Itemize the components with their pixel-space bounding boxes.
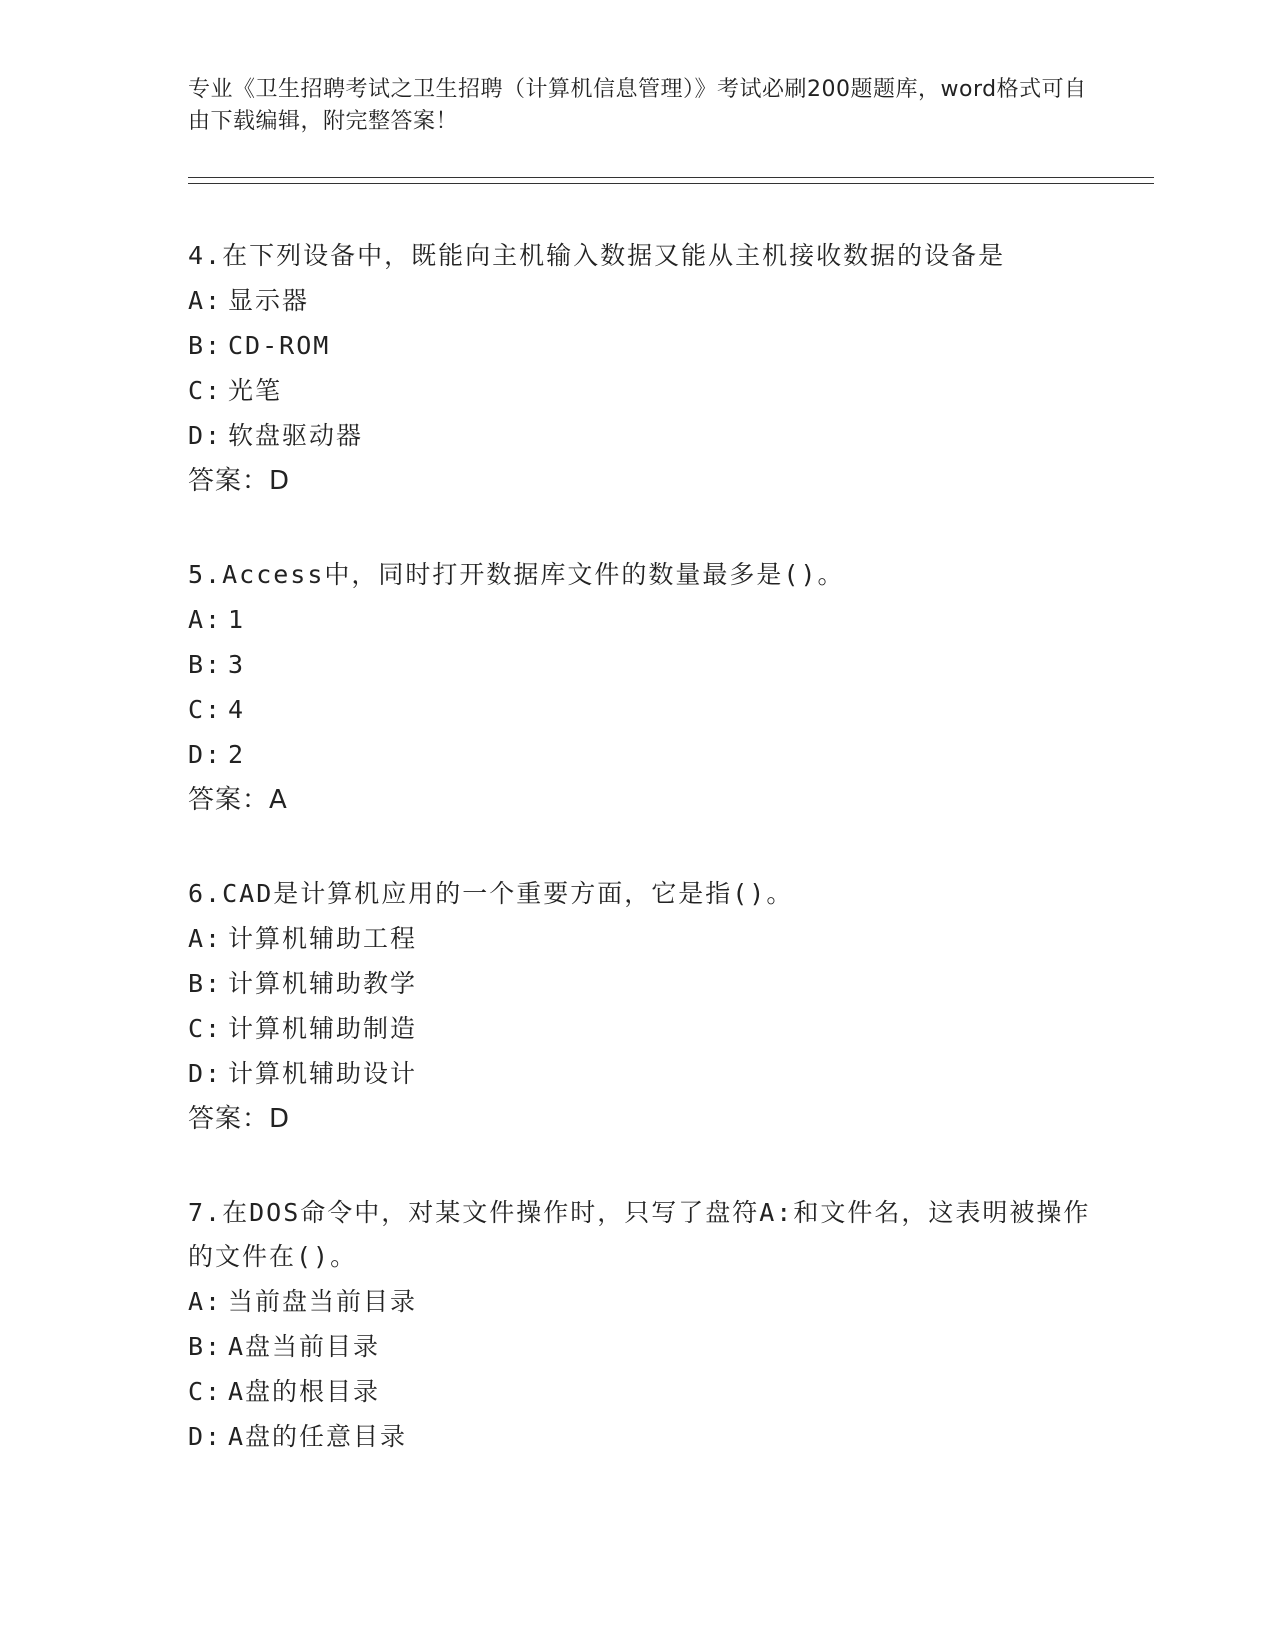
option-text: A盘的任意目录 (228, 1422, 408, 1451)
option-text: 2 (228, 740, 246, 769)
header-divider-bottom (188, 183, 1154, 184)
question-7 (188, 1191, 1108, 1459)
question-4 (188, 234, 1108, 504)
option-d (188, 1414, 1108, 1459)
option-d (188, 732, 1108, 777)
option-key: D: (188, 421, 223, 450)
option-key: C: (188, 1377, 223, 1406)
option-text: 4 (228, 695, 246, 724)
option-b (188, 961, 1108, 1006)
option-c (188, 368, 1108, 413)
option-text: 3 (228, 650, 246, 679)
option-a (188, 597, 1108, 642)
option-b (188, 1324, 1108, 1369)
option-text: 计算机辅助教学 (228, 969, 418, 998)
option-text: 显示器 (228, 286, 310, 315)
option-text: 计算机辅助设计 (228, 1059, 418, 1088)
option-key: B: (188, 331, 223, 360)
question-answer: 答案：D (188, 1104, 291, 1134)
question-stem: 4.在下列设备中，既能向主机输入数据又能从主机接收数据的设备是 (188, 241, 1006, 270)
option-d (188, 413, 1108, 458)
option-c (188, 1006, 1108, 1051)
option-key: A: (188, 605, 223, 634)
option-text: 计算机辅助制造 (228, 1014, 418, 1043)
option-key: A: (188, 286, 223, 315)
option-key: C: (188, 695, 223, 724)
question-5 (188, 553, 1108, 823)
option-key: B: (188, 650, 223, 679)
option-key: C: (188, 1014, 223, 1043)
option-key: D: (188, 1422, 223, 1451)
question-answer: 答案：D (188, 466, 291, 496)
option-b (188, 642, 1108, 687)
option-key: C: (188, 376, 223, 405)
question-6 (188, 872, 1108, 1142)
option-key: A: (188, 924, 223, 953)
question-stem: 5.Access中，同时打开数据库文件的数量最多是()。 (188, 560, 845, 589)
option-text: A盘当前目录 (228, 1332, 381, 1361)
question-stem: 7.在DOS命令中，对某文件操作时，只写了盘符A:和文件名，这表明被操作的文件在()。 (188, 1198, 1091, 1271)
option-text: 光笔 (228, 376, 283, 405)
option-text: CD-ROM (228, 331, 331, 360)
option-c (188, 1369, 1108, 1414)
option-key: B: (188, 1332, 223, 1361)
option-key: A: (188, 1287, 223, 1316)
option-text: 软盘驱动器 (228, 421, 364, 450)
option-text: 1 (228, 605, 246, 634)
option-a (188, 916, 1108, 961)
option-text: 当前盘当前目录 (228, 1287, 418, 1316)
option-text: A盘的根目录 (228, 1377, 381, 1406)
option-d (188, 1051, 1108, 1096)
question-answer: 答案：A (188, 785, 288, 815)
option-a (188, 1279, 1108, 1324)
option-b (188, 323, 1108, 368)
option-key: D: (188, 740, 223, 769)
option-text: 计算机辅助工程 (228, 924, 418, 953)
option-c (188, 687, 1108, 732)
header-divider-top (188, 177, 1154, 178)
option-a (188, 278, 1108, 323)
option-key: D: (188, 1059, 223, 1088)
question-stem: 6.CAD是计算机应用的一个重要方面，它是指()。 (188, 879, 794, 908)
option-key: B: (188, 969, 223, 998)
document-header: 专业《卫生招聘考试之卫生招聘（计算机信息管理）》考试必刷200题题库，word格式可自由下载编辑，附完整答案！ (188, 77, 1087, 134)
